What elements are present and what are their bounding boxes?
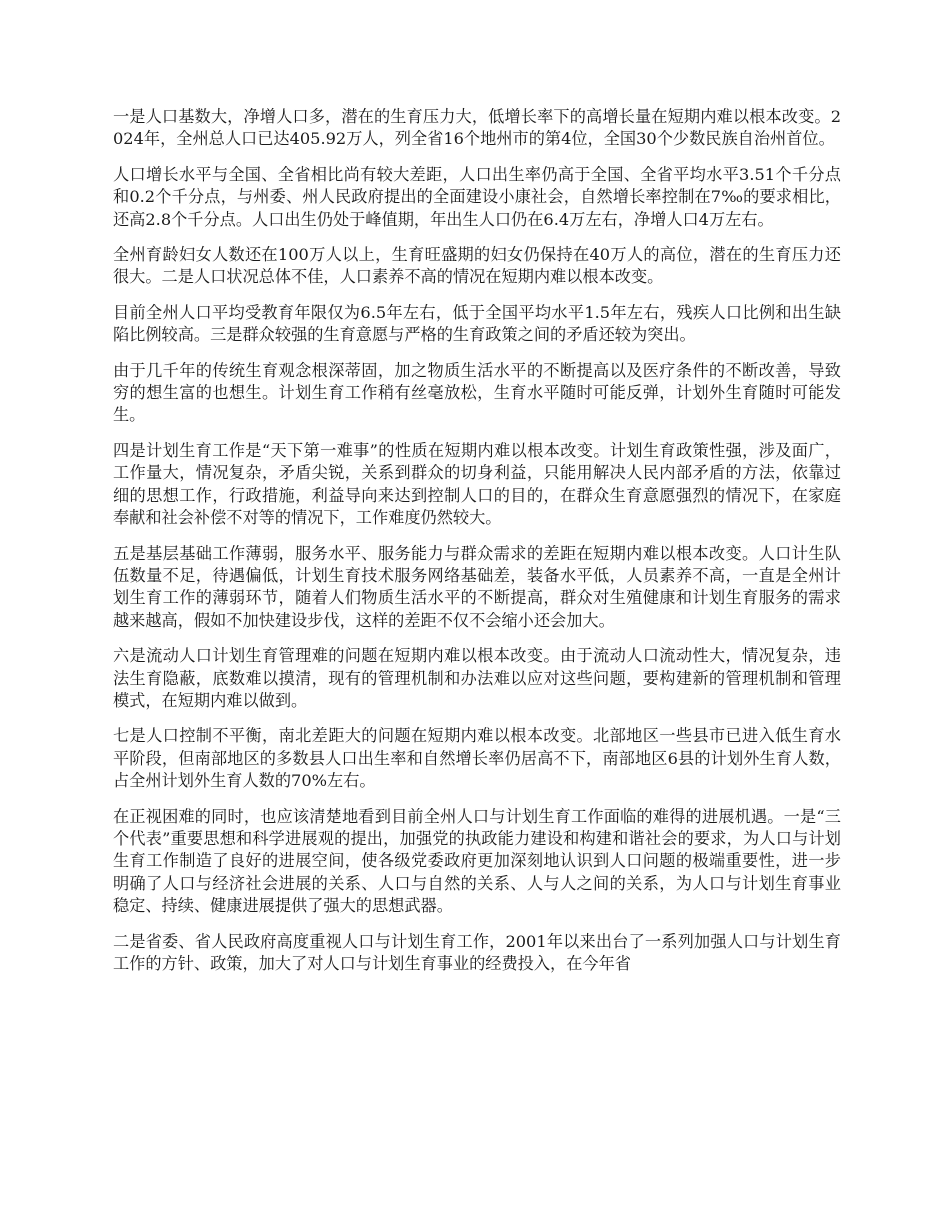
paragraph-11: 二是省委、省人民政府高度重视人口与计划生育工作，2001年以来出台了一系列加强人口与计划生育工作的方针、政策，加大了对人口与计划生育事业的经费投入，在今年省 [113,931,841,973]
paragraph-2: 人口增长水平与全国、全省相比尚有较大差距，人口出生率仍高于全国、全省平均水平3.51个千分点和0.2个千分点，与州委、州人民政府提出的全面建设小康社会，自然增长率控制在7‰的要求相比，还高2.8个千分点。人口出生仍处于峰值期，年出生人口仍在6.4万左右，净增人口4万左右。 [113,164,841,229]
paragraph-10: 在正视困难的同时，也应该清楚地看到目前全州人口与计划生育工作面临的难得的进展机遇。一是“三个代表”重要思想和科学进展观的提出，加强党的执政能力建设和构建和谐社会的要求，为人口与计划生育工作制造了良好的进展空间，使各级党委政府更加深刻地认识到人口问题的极端重要性，进一步明确了人口与经济社会进展的关系、人口与自然的关系、人与人之间的关系，为人口与计划生育事业稳定、持续、健康进展提供了强大的思想武器。 [113,806,841,916]
paragraph-6: 四是计划生育工作是“天下第一难事”的性质在短期内难以根本改变。计划生育政策性强，涉及面广，工作量大，情况复杂，矛盾尖锐，关系到群众的切身利益，只能用解决人民内部矛盾的方法，依靠过细的思想工作，行政措施，利益导向来达到控制人口的目的，在群众生育意愿强烈的情况下，在家庭奉献和社会补偿不对等的情况下，工作难度仍然较大。 [113,440,841,528]
paragraph-5: 由于几千年的传统生育观念根深蒂固，加之物质生活水平的不断提高以及医疗条件的不断改善，导致穷的想生富的也想生。计划生育工作稍有丝毫放松，生育水平随时可能反弹，计划外生育随时可能发生。 [113,360,841,425]
paragraph-7: 五是基层基础工作薄弱，服务水平、服务能力与群众需求的差距在短期内难以根本改变。人口计生队伍数量不足，待遇偏低，计划生育技术服务网络基础差，装备水平低，人员素养不高，一直是全州计划生育工作的薄弱环节，随着人们物质生活水平的不断提高，群众对生殖健康和计划生育服务的需求越来越高，假如不加快建设步伐，这样的差距不仅不会缩小还会加大。 [113,543,841,630]
paragraph-8: 六是流动人口计划生育管理难的问题在短期内难以根本改变。由于流动人口流动性大，情况复杂，违法生育隐蔽，底数难以摸清，现有的管理机制和办法难以应对这些问题，要构建新的管理机制和管理模式，在短期内难以做到。 [113,646,841,710]
paragraph-4: 目前全州人口平均受教育年限仅为6.5年左右，低于全国平均水平1.5年左右，残疾人口比例和出生缺陷比例较高。三是群众较强的生育意愿与严格的生育政策之间的矛盾还较为突出。 [113,302,841,345]
paragraph-3: 全州育龄妇女人数还在100万人以上，生育旺盛期的妇女仍保持在40万人的高位，潜在的生育压力还很大。二是人口状况总体不佳，人口素养不高的情况在短期内难以根本改变。 [113,245,841,287]
paragraph-9: 七是人口控制不平衡，南北差距大的问题在短期内难以根本改变。北部地区一些县市已进入低生育水平阶段，但南部地区的多数县人口出生率和自然增长率仍居高不下，南部地区6县的计划外生育人数，占全州计划外生育人数的70%左右。 [113,726,841,791]
paragraph-1: 一是人口基数大，净增人口多，潜在的生育压力大，低增长率下的高增长量在短期内难以根本改变。2024年，全州总人口已达405.92万人，列全省16个地州市的第4位，全国30个少数民族自治州首位。 [113,107,841,149]
document-body [113,106,841,988]
